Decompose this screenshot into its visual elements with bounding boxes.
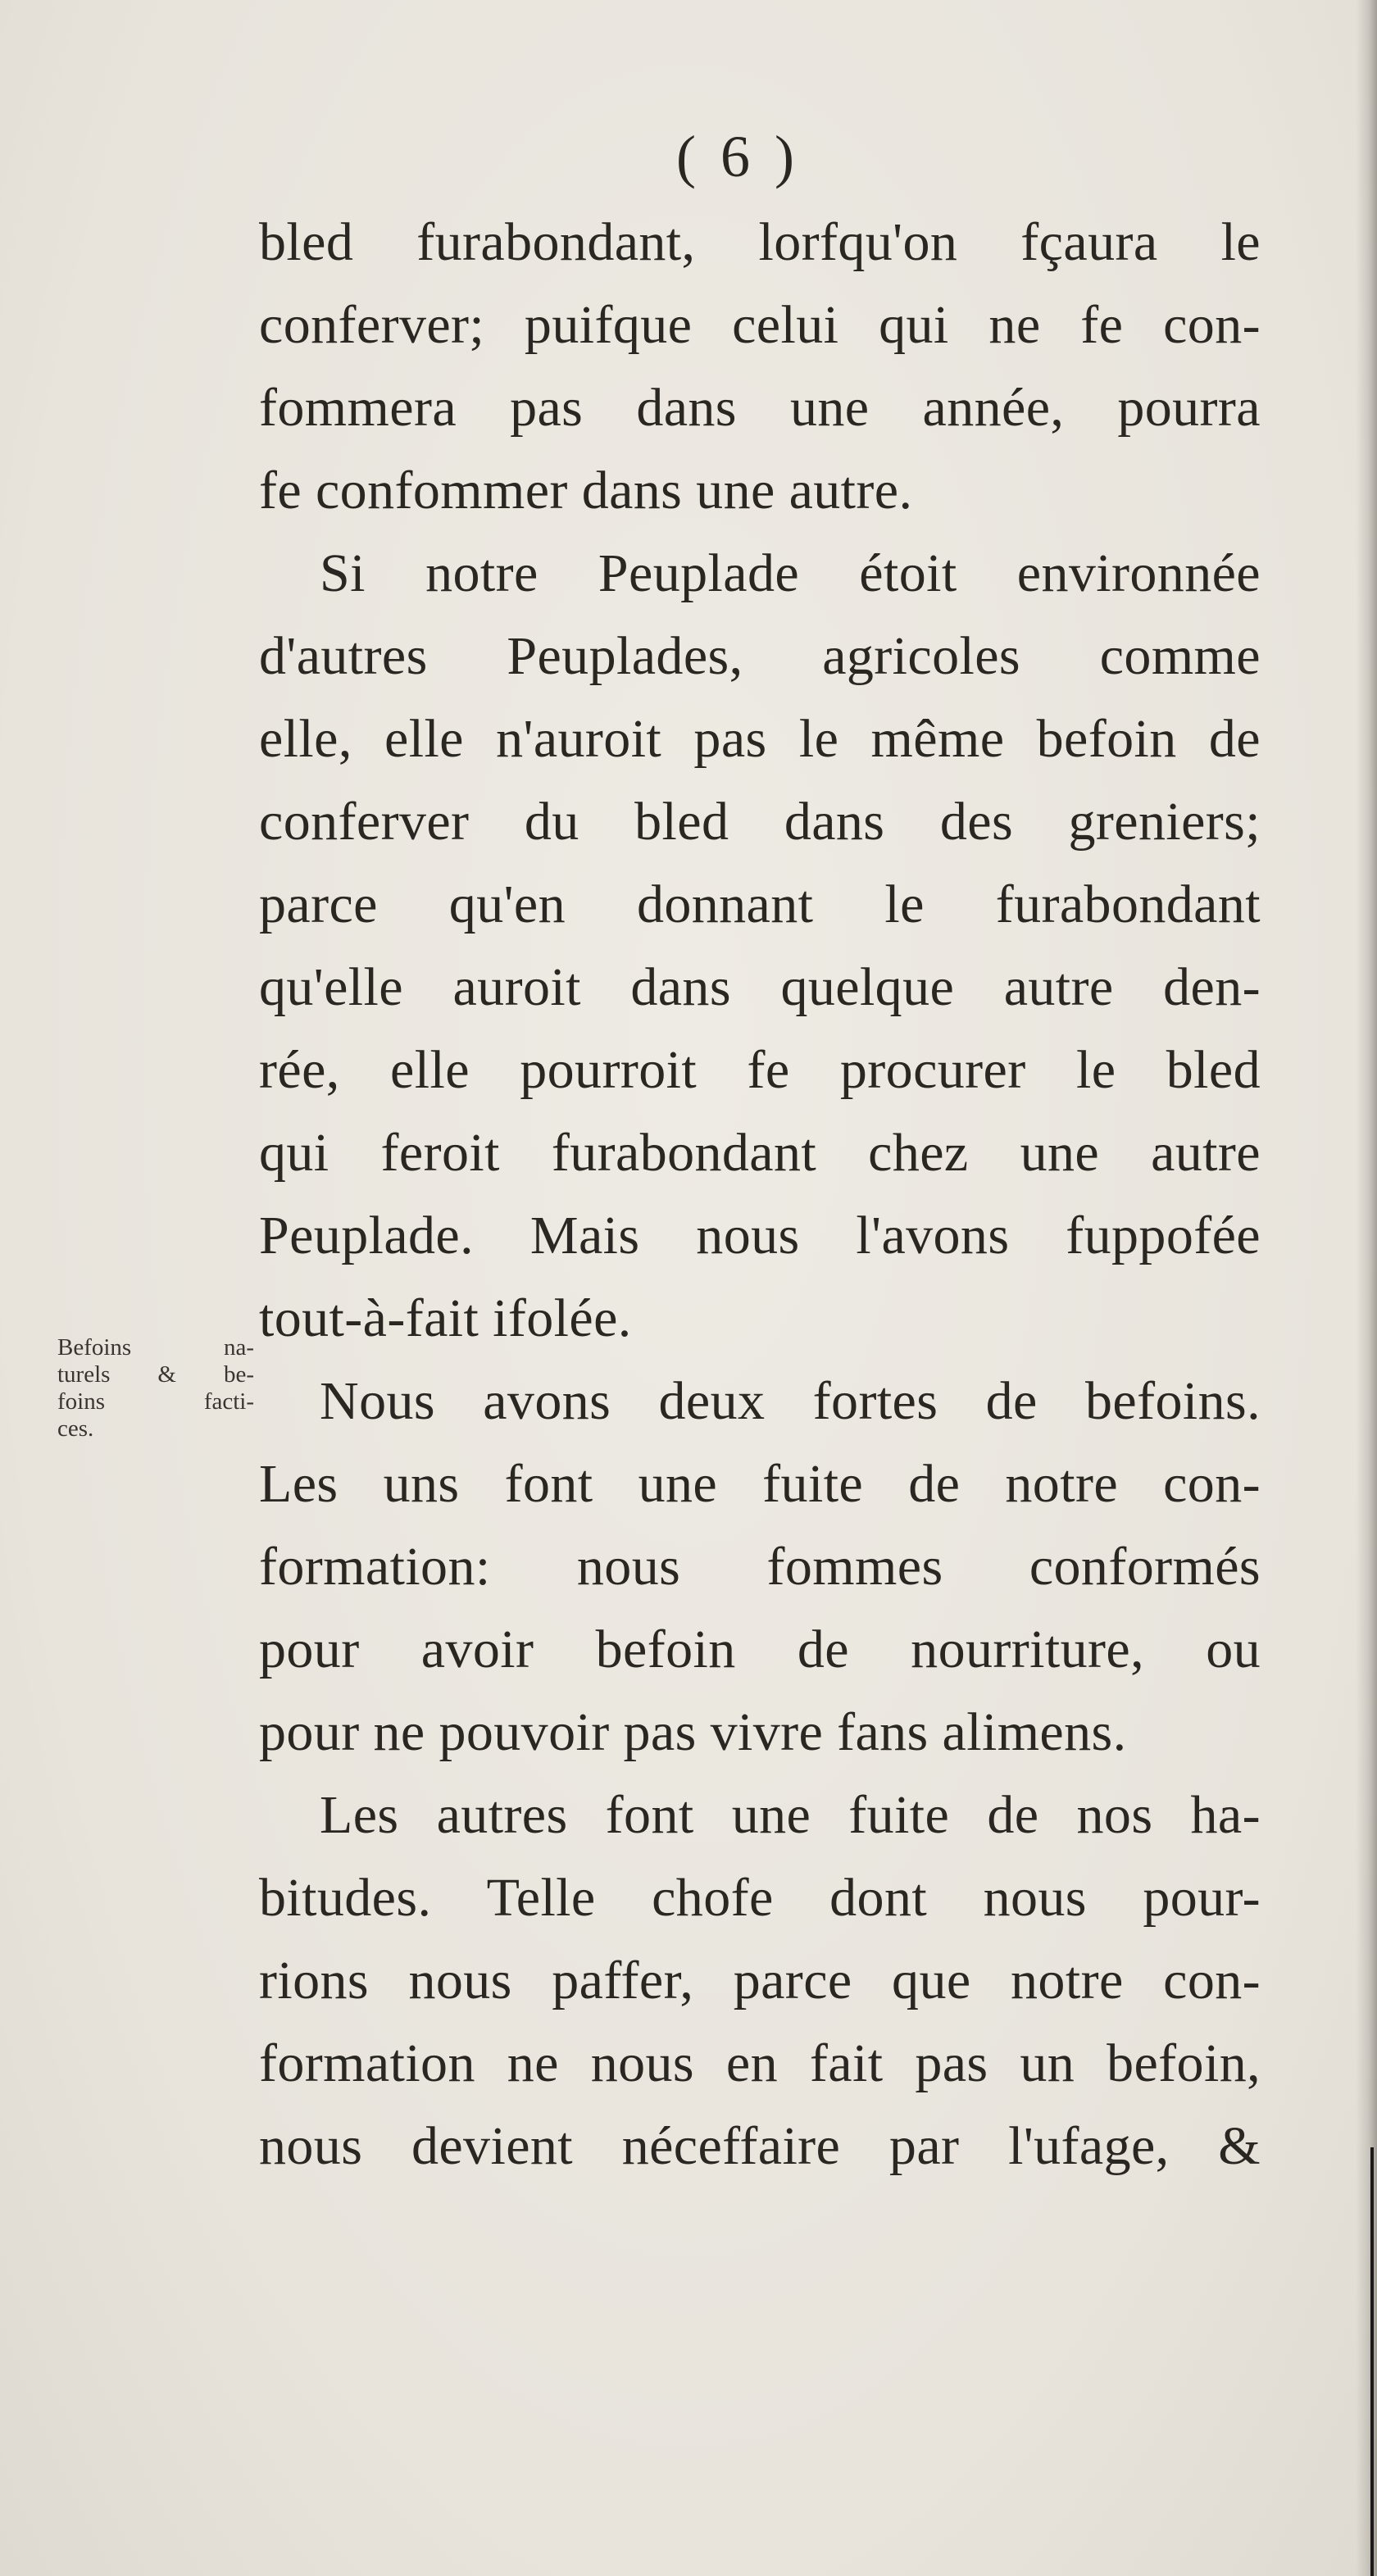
text-line: Les autres font une fuite de nos ha- bbox=[320, 1785, 1261, 1845]
text-line: formation: nous fommes conformés bbox=[259, 1537, 1261, 1597]
text-line: bled furabondant, lorfqu'on fçaura le bbox=[259, 212, 1261, 272]
text-line: formation ne nous en fait pas un befoin, bbox=[259, 2033, 1261, 2093]
paragraph bbox=[259, 201, 1261, 532]
page-edge-line bbox=[1370, 2147, 1374, 2576]
text-line: pour ne pouvoir pas vivre fans alimens. bbox=[259, 1702, 1127, 1762]
text-line: Si notre Peuplade étoit environnée bbox=[320, 543, 1261, 603]
paragraph bbox=[259, 1360, 1261, 1774]
text-line: fommera pas dans une année, pourra bbox=[259, 378, 1261, 438]
text-line: tout-à-fait ifolée. bbox=[259, 1288, 632, 1348]
text-line: rions nous paffer, parce que notre con- bbox=[259, 1951, 1261, 2010]
paragraph bbox=[259, 1774, 1261, 2188]
page-edge-shadow bbox=[1356, 0, 1377, 2576]
paragraph bbox=[259, 532, 1261, 1360]
text-line: parce qu'en donnant le furabondant bbox=[259, 875, 1261, 934]
text-line: elle, elle n'auroit pas le même befoin de bbox=[259, 709, 1261, 769]
margin-note-line: turels & be- bbox=[57, 1361, 254, 1388]
text-line: fe confommer dans une autre. bbox=[259, 461, 913, 520]
text-line: Peuplade. Mais nous l'avons fuppofée bbox=[259, 1206, 1261, 1265]
text-line: nous devient néceffaire par l'ufage, & bbox=[259, 2116, 1261, 2176]
margin-note-line: ces. bbox=[57, 1415, 94, 1442]
margin-note-line: Befoins na- bbox=[57, 1334, 254, 1361]
text-line: bitudes. Telle chofe dont nous pour- bbox=[259, 1868, 1261, 1928]
text-line: rée, elle pourroit fe procurer le bled bbox=[259, 1040, 1261, 1100]
text-line: Les uns font une fuite de notre con- bbox=[259, 1454, 1261, 1514]
text-line: conferver; puifque celui qui ne fe con- bbox=[259, 295, 1261, 355]
text-line: qui feroit furabondant chez une autre bbox=[259, 1123, 1261, 1183]
margin-note-line: foins facti- bbox=[57, 1388, 254, 1415]
text-line: d'autres Peuplades, agricoles comme bbox=[259, 626, 1261, 686]
text-line: conferver du bled dans des greniers; bbox=[259, 792, 1261, 852]
text-line: qu'elle auroit dans quelque autre den- bbox=[259, 957, 1261, 1017]
page-number: ( 6 ) bbox=[676, 124, 799, 189]
body-text bbox=[259, 201, 1261, 2188]
margin-note bbox=[57, 1334, 254, 1442]
text-line: pour avoir befoin de nourriture, ou bbox=[259, 1620, 1261, 1679]
text-line: Nous avons deux fortes de befoins. bbox=[320, 1371, 1261, 1431]
